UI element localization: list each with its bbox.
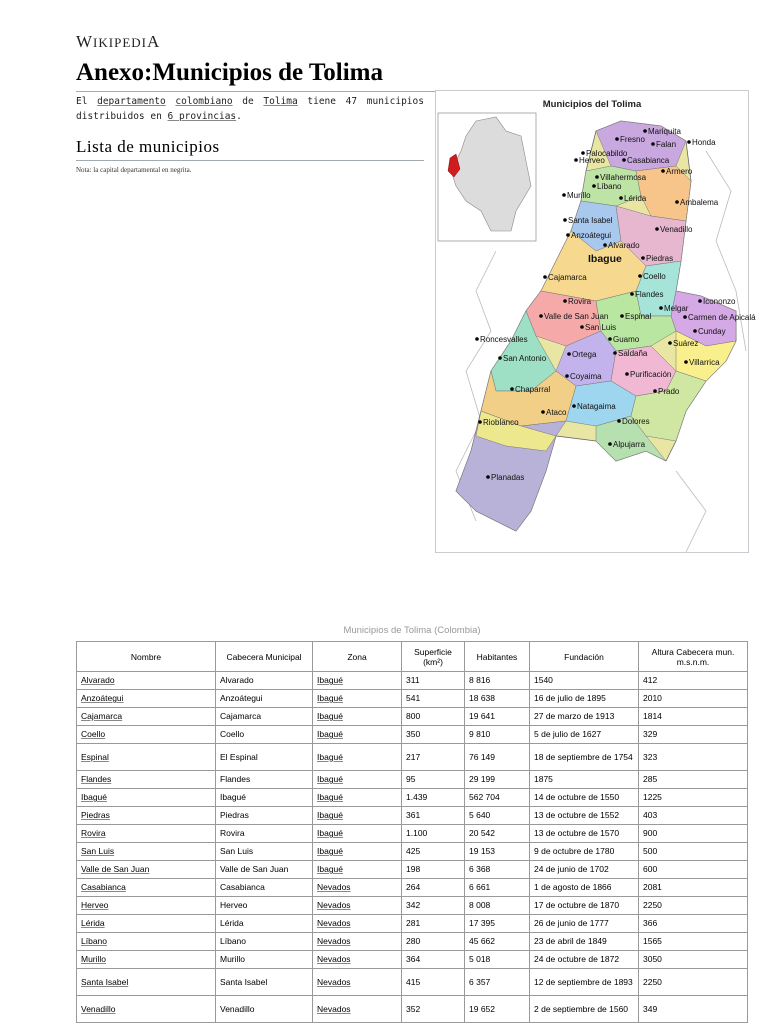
cell-fundacion: 14 de octubre de 1550 [530,789,639,807]
municipio-map-label[interactable]: Chaparral [515,385,551,394]
zona-link[interactable]: Ibagué [317,751,343,762]
municipio-map-label[interactable]: Ataco [546,408,567,417]
cell-fundacion: 18 de septiembre de 1754 [530,744,639,771]
municipio-dot [539,314,543,318]
cell-altura: 2250 [639,897,748,915]
municipio-map-label[interactable]: Santa Isabel [568,216,613,225]
cell-habitantes: 5 640 [465,807,530,825]
municipio-link[interactable]: Herveo [81,900,109,910]
municipio-dot [641,256,645,260]
municipio-link[interactable]: Cajamarca [81,711,123,721]
municipio-map-label[interactable]: Venadillo [660,225,693,234]
cell-nombre[interactable] [77,708,216,726]
cell-cabecera: Valle de San Juan [216,861,313,879]
cell-superficie: 364 [402,951,465,969]
cell-zona[interactable] [313,744,402,771]
municipio-dot [625,372,629,376]
municipio-map-label[interactable]: Armero [666,167,693,176]
col-fundacion: Fundación [530,642,639,672]
municipio-map-label[interactable]: Piedras [646,254,674,263]
cell-habitantes: 17 395 [465,915,530,933]
cell-nombre[interactable] [77,879,216,897]
municipio-dot [567,352,571,356]
cell-altura: 366 [639,915,748,933]
section-heading: Lista de municipios [76,136,424,161]
municipio-dot [580,325,584,329]
municipio-link[interactable]: Flandes [81,774,112,784]
municipio-link[interactable]: Alvarado [81,675,115,685]
municipio-link[interactable]: Anzoátegui [81,693,124,703]
municipio-dot [498,356,502,360]
municipio-map-label[interactable]: Lérida [624,194,647,203]
municipio-link[interactable]: Líbano [81,936,107,946]
zona-link[interactable]: Ibagué [317,774,343,784]
municipio-dot [543,275,547,279]
table-row [77,996,748,1023]
cell-altura: 329 [639,726,748,744]
cell-cabecera: Anzoátegui [216,690,313,708]
cell-altura: 500 [639,843,748,861]
municipio-link[interactable]: Lérida [81,918,105,928]
municipio-map-label[interactable]: Icononzo [703,297,736,306]
table-row [77,843,748,861]
municipio-dot [655,227,659,231]
cell-nombre[interactable] [77,771,216,789]
cell-fundacion: 13 de octubre de 1570 [530,825,639,843]
municipio-link[interactable]: Piedras [81,810,110,820]
cell-cabecera: Casabianca [216,879,313,897]
map-capital-label: Ibague [588,253,622,265]
municipio-map-label[interactable]: Guamo [613,335,640,344]
cell-fundacion: 16 de julio de 1895 [530,690,639,708]
cell-cabecera: El Espinal [216,744,313,771]
cell-superficie: 95 [402,771,465,789]
zona-link[interactable]: Ibagué [317,846,343,856]
municipio-map-label[interactable]: San Antonio [503,354,547,363]
cell-habitantes: 20 542 [465,825,530,843]
zona-link[interactable]: Ibagué [317,864,343,874]
cell-nombre[interactable] [77,861,216,879]
municipio-dot [581,151,585,155]
cell-habitantes: 6 368 [465,861,530,879]
table-row [77,969,748,996]
cell-nombre[interactable] [77,996,216,1023]
municipio-dot [619,196,623,200]
cell-superficie: 1.100 [402,825,465,843]
link-departamento[interactable]: departamento [97,96,166,107]
cell-habitantes: 6 661 [465,879,530,897]
municipio-dot [608,442,612,446]
cell-altura: 900 [639,825,748,843]
cell-altura: 1565 [639,933,748,951]
cell-superficie: 352 [402,996,465,1023]
page-title: Anexo:Municipios de Tolima [76,57,748,92]
cell-zona[interactable] [313,807,402,825]
cell-cabecera: Alvarado [216,672,313,690]
municipio-dot [563,218,567,222]
cell-zona[interactable] [313,726,402,744]
cell-habitantes: 19 652 [465,996,530,1023]
municipio-dot [613,351,617,355]
municipio-map-label[interactable]: Villahermosa [600,173,647,182]
cell-zona[interactable] [313,915,402,933]
municipio-dot [684,360,688,364]
cell-cabecera: Santa Isabel [216,969,313,996]
municipio-dot [643,129,647,133]
municipio-link[interactable]: Casabianca [81,882,126,892]
table-row [77,807,748,825]
cell-fundacion: 13 de octubre de 1552 [530,807,639,825]
zona-link[interactable]: Nevados [317,882,351,892]
link-colombiano[interactable]: colombiano [175,96,233,107]
table-row [77,672,748,690]
zona-link[interactable]: Nevados [317,1003,351,1014]
municipio-dot [565,374,569,378]
cell-habitantes: 5 018 [465,951,530,969]
map-title: Municipios del Tolima [542,99,642,110]
cell-nombre[interactable] [77,744,216,771]
municipio-dot [475,337,479,341]
cell-zona[interactable] [313,951,402,969]
municipio-dot [693,329,697,333]
table-row [77,690,748,708]
municipio-map-label[interactable]: Planadas [491,473,525,482]
zona-link[interactable]: Ibagué [317,675,343,685]
capital-note: Nota: la capital departamental en negrita. [76,166,192,174]
col-superficie: Superficie (km²) [402,642,465,672]
table-row [77,933,748,951]
cell-zona[interactable] [313,789,402,807]
cell-superficie: 415 [402,969,465,996]
cell-fundacion: 5 de julio de 1627 [530,726,639,744]
link-tolima[interactable]: Tolima [263,96,298,107]
municipio-link[interactable]: Venadillo [81,1003,116,1014]
neighbor-border [676,471,706,552]
cell-habitantes: 9 810 [465,726,530,744]
municipio-link[interactable]: Santa Isabel [81,976,129,987]
cell-zona[interactable] [313,996,402,1023]
municipio-dot [661,169,665,173]
cell-altura: 412 [639,672,748,690]
cell-nombre[interactable] [77,807,216,825]
municipio-map-label[interactable]: Cajamarca [548,273,587,282]
cell-habitantes: 18 638 [465,690,530,708]
zona-link[interactable]: Nevados [317,918,351,928]
table-row [77,915,748,933]
intro-paragraph: El departamento colombiano de Tolima tiene 47 municipios distribuidos en 6 provincias. [76,96,424,122]
cell-superficie: 281 [402,915,465,933]
municipio-map-label[interactable]: Palocabildo [586,149,628,158]
municipio-dot [675,200,679,204]
municipio-link[interactable]: San Luis [81,846,115,856]
zona-link[interactable]: Ibagué [317,729,343,739]
municipio-map-label[interactable]: Herveo [579,156,605,165]
cell-cabecera: San Luis [216,843,313,861]
municipio-map-label[interactable]: Carmen de Apicalá [688,313,756,322]
municipio-dot [592,184,596,188]
table-row [77,789,748,807]
municipio-dot [659,306,663,310]
municipio-link[interactable]: Coello [81,729,106,739]
municipio-map-label[interactable]: Flandes [635,290,664,299]
cell-superficie: 425 [402,843,465,861]
municipio-map-label[interactable]: Mariquita [648,127,681,136]
municipio-map-label[interactable]: San Luis [585,323,617,332]
cell-cabecera: Lérida [216,915,313,933]
cell-superficie: 800 [402,708,465,726]
cell-zona[interactable] [313,897,402,915]
cell-nombre[interactable] [77,897,216,915]
cell-altura: 1814 [639,708,748,726]
cell-superficie: 361 [402,807,465,825]
zona-link[interactable]: Ibagué [317,711,343,721]
cell-cabecera: Coello [216,726,313,744]
cell-altura: 403 [639,807,748,825]
cell-fundacion: 26 de junio de 1777 [530,915,639,933]
zona-link[interactable]: Ibagué [317,792,343,802]
cell-altura: 1225 [639,789,748,807]
municipio-dot [617,419,621,423]
municipio-dot [683,315,687,319]
cell-cabecera: Flandes [216,771,313,789]
zona-link[interactable]: Nevados [317,900,351,910]
municipio-map-label[interactable]: Purificación [630,370,672,379]
cell-nombre[interactable] [77,969,216,996]
municipio-map-label[interactable]: Rioblanco [483,418,519,427]
cell-altura: 323 [639,744,748,771]
municipio-map-label[interactable]: Suárez [673,339,699,348]
cell-altura: 2081 [639,879,748,897]
municipio-link[interactable]: Ibagué [81,792,107,802]
cell-nombre[interactable] [77,825,216,843]
cell-habitantes: 6 357 [465,969,530,996]
cell-cabecera: Murillo [216,951,313,969]
cell-cabecera: Venadillo [216,996,313,1023]
cell-cabecera: Herveo [216,897,313,915]
municipio-dot [603,243,607,247]
municipio-map-label[interactable]: Alvarado [608,241,640,250]
cell-fundacion: 27 de marzo de 1913 [530,708,639,726]
table-row [77,897,748,915]
municipio-dot [608,337,612,341]
municipio-map-label[interactable]: Melgar [664,304,689,313]
cell-superficie: 1.439 [402,789,465,807]
cell-superficie: 350 [402,726,465,744]
cell-zona[interactable] [313,879,402,897]
cell-altura: 3050 [639,951,748,969]
cell-altura: 2250 [639,969,748,996]
cell-superficie: 541 [402,690,465,708]
municipio-link[interactable]: Rovira [81,828,106,838]
cell-zona[interactable] [313,933,402,951]
col-nombre: Nombre [77,642,216,672]
municipio-dot [622,158,626,162]
table-row [77,726,748,744]
municipio-dot [478,420,482,424]
cell-nombre[interactable] [77,915,216,933]
cell-fundacion: 1540 [530,672,639,690]
cell-fundacion: 23 de abril de 1849 [530,933,639,951]
municipio-map-label[interactable]: Rovira [568,297,592,306]
municipio-map-label[interactable]: Valle de San Juan [544,312,609,321]
col-cabecera: Cabecera Municipal [216,642,313,672]
municipio-map-label[interactable]: Saldaña [618,349,648,358]
municipio-link[interactable]: Murillo [81,954,107,964]
cell-zona[interactable] [313,861,402,879]
cell-zona[interactable] [313,825,402,843]
table-row [77,951,748,969]
table-header-row [77,642,748,672]
municipio-map-label[interactable]: Anzoátegui [571,231,612,240]
municipio-map-label[interactable]: Prado [658,387,680,396]
cell-habitantes: 76 149 [465,744,530,771]
cell-cabecera: Ibagué [216,789,313,807]
cell-zona[interactable] [313,969,402,996]
zona-link[interactable]: Ibagué [317,810,343,820]
cell-fundacion: 1 de agosto de 1866 [530,879,639,897]
municipio-map-label[interactable]: Honda [692,138,716,147]
cell-fundacion: 1875 [530,771,639,789]
municipio-map-label[interactable]: Roncesvalles [480,335,528,344]
municipio-dot [562,193,566,197]
cell-cabecera: Cajamarca [216,708,313,726]
municipio-map-label[interactable]: Casabianca [627,156,670,165]
municipio-dot [486,475,490,479]
municipio-map-label[interactable]: Coyaima [570,372,602,381]
municipio-map-label[interactable]: Ortega [572,350,597,359]
tolima-map[interactable] [435,90,756,553]
cell-nombre[interactable] [77,672,216,690]
cell-fundacion: 24 de junio de 1702 [530,861,639,879]
cell-zona[interactable] [313,771,402,789]
cell-fundacion: 2 de septiembre de 1560 [530,996,639,1023]
cell-habitantes: 562 704 [465,789,530,807]
municipio-dot [620,314,624,318]
cell-habitantes: 8 008 [465,897,530,915]
cell-cabecera: Piedras [216,807,313,825]
municipio-dot [574,158,578,162]
cell-cabecera: Rovira [216,825,313,843]
cell-superficie: 342 [402,897,465,915]
municipio-map-label[interactable]: Líbano [597,182,622,191]
table-row [77,771,748,789]
cell-superficie: 217 [402,744,465,771]
municipio-map-label[interactable]: Natagaima [577,402,616,411]
municipio-dot [651,142,655,146]
municipio-map-label[interactable]: Alpujarra [613,440,646,449]
cell-altura: 349 [639,996,748,1023]
cell-fundacion: 17 de octubre de 1870 [530,897,639,915]
cell-nombre[interactable] [77,843,216,861]
cell-habitantes: 29 199 [465,771,530,789]
table-row [77,879,748,897]
zona-link[interactable]: Ibagué [317,693,343,703]
cell-habitantes: 8 816 [465,672,530,690]
table-caption: Municipios de Tolima (Colombia) [343,625,481,636]
col-zona: Zona [313,642,402,672]
municipio-map-label[interactable]: Murillo [567,191,591,200]
cell-nombre[interactable] [77,933,216,951]
cell-superficie: 198 [402,861,465,879]
cell-fundacion: 24 de octubre de 1872 [530,951,639,969]
cell-zona[interactable] [313,672,402,690]
table-row [77,825,748,843]
table-row [77,861,748,879]
municipio-link[interactable]: Espinal [81,751,109,762]
municipio-map-label[interactable]: Ambalema [680,198,719,207]
cell-superficie: 280 [402,933,465,951]
zona-link[interactable]: Nevados [317,976,351,987]
municipio-dot [630,292,634,296]
cell-nombre[interactable] [77,726,216,744]
zona-link[interactable]: Nevados [317,936,351,946]
municipio-map-label[interactable]: Dolores [622,417,650,426]
municipio-dot [563,299,567,303]
municipio-map-label[interactable]: Cunday [698,327,726,336]
municipio-dot [510,387,514,391]
municipio-map-label[interactable]: Villarrica [689,358,720,367]
wikipedia-wordmark[interactable]: WIKIPEDIA [76,32,161,51]
cell-habitantes: 19 641 [465,708,530,726]
link-provincias[interactable]: 6 provincias [167,111,237,122]
cell-altura: 285 [639,771,748,789]
cell-nombre[interactable] [77,789,216,807]
cell-altura: 2010 [639,690,748,708]
cell-altura: 600 [639,861,748,879]
municipio-map-label[interactable]: Coello [643,272,666,281]
cell-fundacion: 12 de septiembre de 1893 [530,969,639,996]
col-altura: Altura Cabecera mun. m.s.n.m. [639,642,748,672]
cell-nombre[interactable] [77,951,216,969]
municipio-link[interactable]: Valle de San Juan [81,864,150,874]
municipio-dot [638,274,642,278]
cell-nombre[interactable] [77,690,216,708]
municipio-map-label[interactable]: Espinal [625,312,652,321]
municipio-dot [698,299,702,303]
municipio-dot [615,137,619,141]
municipio-dot [687,140,691,144]
cell-habitantes: 19 153 [465,843,530,861]
cell-fundacion: 9 de octubre de 1780 [530,843,639,861]
municipio-dot [566,233,570,237]
col-habitantes: Habitantes [465,642,530,672]
municipio-map-label[interactable]: Fresno [620,135,645,144]
municipio-dot [595,175,599,179]
cell-zona[interactable] [313,843,402,861]
cell-habitantes: 45 662 [465,933,530,951]
zona-link[interactable]: Ibagué [317,828,343,838]
cell-cabecera: Líbano [216,933,313,951]
cell-superficie: 311 [402,672,465,690]
cell-superficie: 264 [402,879,465,897]
cell-zona[interactable] [313,690,402,708]
municipio-dot [541,410,545,414]
map-canvas [436,91,756,552]
municipio-dot [653,389,657,393]
municipios-table [76,641,748,1023]
municipio-dot [572,404,576,408]
cell-zona[interactable] [313,708,402,726]
table-row [77,708,748,726]
municipio-dot [668,341,672,345]
zona-link[interactable]: Nevados [317,954,351,964]
municipio-map-label[interactable]: Falan [656,140,677,149]
table-row [77,744,748,771]
